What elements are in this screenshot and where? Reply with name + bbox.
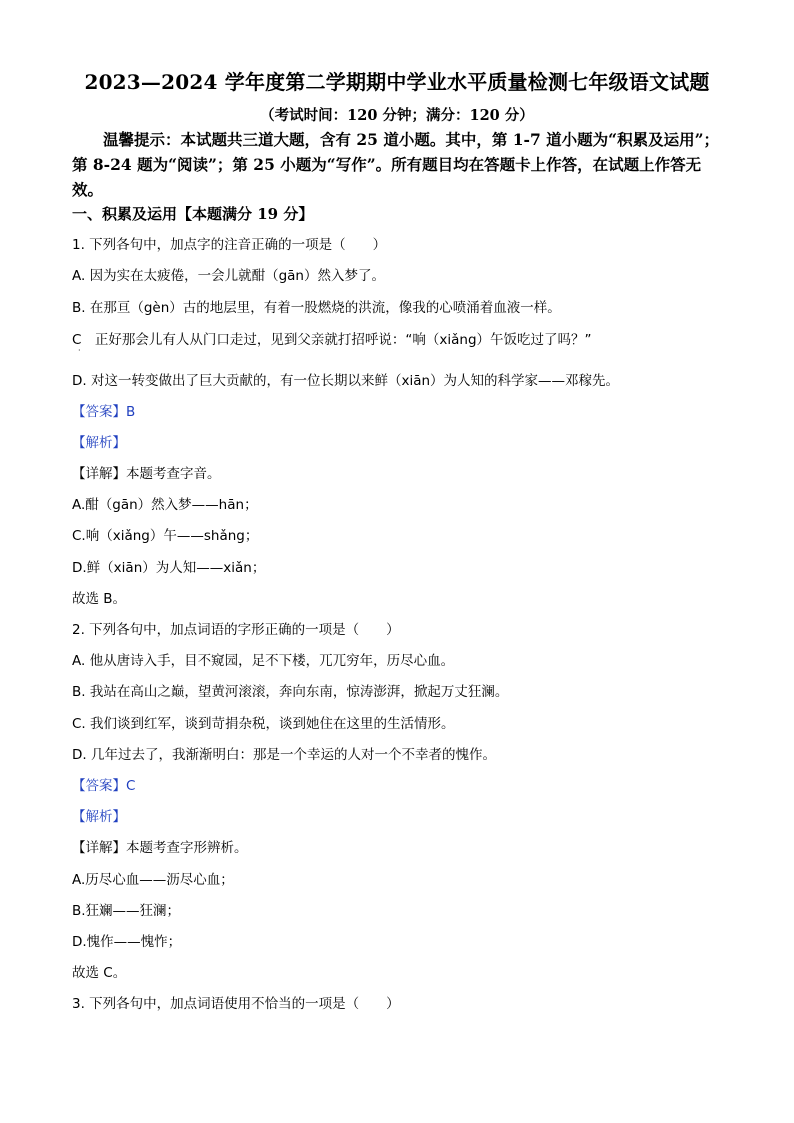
page-title: 2023—2024 学年度第二学期期中学业水平质量检测七年级语文试题 bbox=[84, 70, 710, 94]
detail-line: D.鲜（xiān）为人知——xiǎn； bbox=[72, 560, 266, 576]
option-d: D. 几年过去了，我渐渐明白：那是一个幸运的人对一个不幸者的愧作。 bbox=[72, 747, 496, 763]
option-c: C. 我们谈到红军，谈到苛捐杂税，谈到她住在这里的生活情形。 bbox=[72, 716, 455, 732]
answer-label: 【答案】B bbox=[72, 404, 136, 420]
choice-line: 故选 C。 bbox=[72, 965, 127, 981]
section-heading: 一、积累及运用【本题满分 19 分】 bbox=[72, 205, 314, 223]
option-c: C 正好那会儿有人从门口走过，见到父亲就打招呼说：“响（xiǎng）午饭吃过了吗？” bbox=[72, 332, 592, 348]
detail-line: C.响（xiǎng）午——shǎng； bbox=[72, 528, 259, 544]
detail-label: 【详解】本题考查字形辨析。 bbox=[72, 840, 248, 856]
option-b: B. 在那亘（gèn）古的地层里，有着一股燃烧的洪流，像我的心喷涌着血液一样。 bbox=[72, 300, 561, 316]
option-a: A. 他从唐诗入手，目不窥园，足不下楼，兀兀穷年，历尽心血。 bbox=[72, 653, 455, 669]
detail-line: D.愧作——愧怍； bbox=[72, 934, 182, 950]
question-stem: 1. 下列各句中，加点字的注音正确的一项是（ ） bbox=[72, 237, 387, 253]
stray-dot: · bbox=[78, 346, 81, 355]
option-b: B. 我站在高山之巅，望黄河滚滚，奔向东南，惊涛澎湃，掀起万丈狂澜。 bbox=[72, 684, 509, 700]
option-d: D. 对这一转变做出了巨大贡献的，有一位长期以来鲜（xiān）为人知的科学家——邓稼先。 bbox=[72, 373, 620, 389]
question-stem: 2. 下列各句中，加点词语的字形正确的一项是（ ） bbox=[72, 622, 400, 638]
analysis-label: 【解析】 bbox=[72, 809, 126, 825]
choice-line: 故选 B。 bbox=[72, 591, 127, 607]
analysis-label: 【解析】 bbox=[72, 435, 126, 451]
warm-tip: 温馨提示：本试题共三道大题，含有 25 道小题。其中，第 1-7 道小题为“积累及运用”；第 8-24 题为“阅读”；第 25 小题为“写作”。所有题目均在答题卡上作答，在试题上作答无效。 bbox=[72, 130, 719, 199]
detail-line: A.历尽心血——沥尽心血； bbox=[72, 872, 234, 888]
detail-line: B.狂斓——狂澜； bbox=[72, 903, 181, 919]
exam-info: （考试时间：120 分钟；满分：120 分） bbox=[260, 107, 534, 124]
detail-line: A.酣（gān）然入梦——hān； bbox=[72, 497, 258, 513]
answer-label: 【答案】C bbox=[72, 778, 136, 794]
detail-label: 【详解】本题考查字音。 bbox=[72, 466, 221, 482]
question-stem: 3. 下列各句中，加点词语使用不恰当的一项是（ ） bbox=[72, 996, 400, 1012]
option-a: A. 因为实在太疲倦，一会儿就酣（gān）然入梦了。 bbox=[72, 268, 385, 284]
